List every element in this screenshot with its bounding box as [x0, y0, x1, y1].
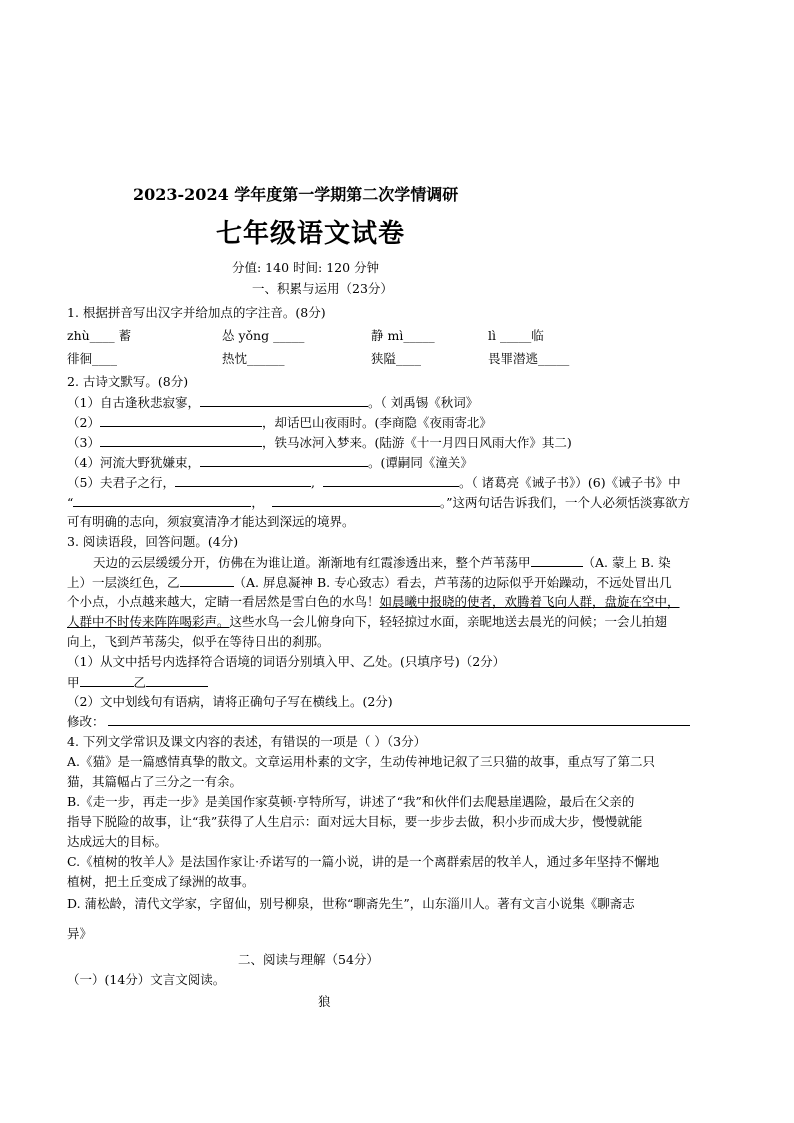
q2-line4-text: （4）河流大野犹嫌束，: [67, 455, 200, 470]
q4-option-b-line1: B.《走一步，再走一步》是美国作家莫顿·亨特所写，讲述了“我”和伙伴们去爬悬崖遇险，最后在父亲的: [67, 794, 635, 809]
q3-fix-label: 修改：: [67, 714, 105, 729]
q2-line5-text: （5）夫君子之行，: [67, 475, 175, 490]
q3-p4-text: 这些水鸟一会儿俯身向下，轻轻掠过水面，亲昵地送去晨光的问候；一会儿拍翅: [229, 614, 668, 629]
q2-line3: [67, 433, 572, 452]
q3-p1-text: 天边的云层缓缓分开，仿佛在为谁让道。渐渐地有红霞渗透出来，整个芦苇荡甲: [93, 555, 531, 570]
q2-line5: [67, 473, 681, 492]
q3-p2-options: （A. 屏息凝神 B. 专心致志）看去，芦苇荡的边际似乎开始躁动，不远处冒出几: [233, 575, 672, 590]
section1-heading: 一、积累与运用（23分）: [252, 281, 393, 296]
q2-line1: [67, 393, 478, 412]
q1-item-5[interactable]: 徘徊____: [67, 351, 118, 366]
q3-fix-answer-line[interactable]: [108, 725, 690, 726]
q3-sub1-answer: [67, 673, 208, 692]
answer-blank[interactable]: [200, 393, 368, 407]
q4-option-b-line2: 指导下脱险的故事，让“我”获得了人生启示：面对远大目标，要一步步去做，积小步而成大步，慢慢就能: [67, 814, 643, 829]
q2-line6-tail: 。”这两句话告诉我们，一个人必须恬淡寡欲方: [439, 495, 691, 510]
passage-title: 狼: [318, 994, 331, 1009]
q1-prompt: 1. 根据拼音写出汉字并给加点的字注音。(8分): [67, 305, 326, 320]
q3-passage-line5: 向上，飞到芦苇荡尖，似乎在等待日出的刹那。: [67, 634, 330, 649]
answer-blank[interactable]: [100, 433, 262, 447]
q3-sub2: （2）文中划线句有语病，请将正确句子写在横线上。(2分): [67, 694, 393, 709]
answer-blank[interactable]: [200, 453, 368, 467]
answer-blank-jia[interactable]: [531, 553, 583, 567]
q2-line2-source: ，却话巴山夜雨时。(李商隐《夜雨寄北》: [261, 415, 492, 430]
answer-blank[interactable]: [73, 493, 251, 507]
q4-option-a-line2: 猫，其篇幅占了三分之一有余。: [67, 774, 243, 789]
q2-line4-source: 。(谭嗣同《潼关》: [367, 455, 473, 470]
q3-passage-line1: [93, 553, 671, 572]
answer-blank[interactable]: [146, 673, 208, 687]
exam-meta: 分值: 140 时间: 120 分钟: [232, 260, 380, 275]
q2-line6: [67, 493, 690, 512]
q2-line5-source: 。（ 诸葛亮《诫子书》）(6)《诫子书》中: [458, 475, 681, 490]
q4-prompt: 4. 下列文学常识及课文内容的表述，有错误的一项是（ ）（3分）: [67, 734, 427, 749]
q3-underlined-sentence-end: 人群中不时传来阵阵喝彩声。: [67, 614, 230, 629]
q4-option-b-line3: 达成远大的目标。: [67, 834, 168, 849]
q4-option-d-line2: 异》: [67, 926, 93, 941]
q3-sub1: （1）从文中括号内选择符合语境的词语分别填入甲、乙处。(只填序号)（2分）: [67, 654, 506, 669]
q2-line1-text: （1）自古逢秋悲寂寥，: [67, 395, 200, 410]
q3-prompt: 3. 阅读语段，回答问题。(4分): [67, 534, 239, 549]
q3-p1-options: （A. 蒙上 B. 染: [582, 555, 671, 570]
q1-item-3[interactable]: 静 mì_____: [371, 328, 435, 343]
q2-line5-sep: ,: [310, 475, 315, 490]
q1-item-1[interactable]: zhù____ 蓄: [67, 328, 132, 343]
q3-p2-text: 上）一层淡红色，乙: [67, 575, 180, 590]
q1-item-4[interactable]: lì _____临: [488, 328, 544, 343]
q1-item-2[interactable]: 怂 yǒng _____: [222, 328, 305, 343]
answer-blank[interactable]: [80, 673, 134, 687]
q3-passage-line3: [67, 593, 680, 611]
answer-blank[interactable]: [323, 473, 459, 487]
q4-option-a-line1: A.《猫》是一篇感情真挚的散文。文章运用朴素的文字，生动传神地记叙了三只猫的故事，重点写了第二只: [67, 754, 656, 769]
q1-item-7[interactable]: 狭隘____: [371, 351, 422, 366]
q4-option-c-line2: 植树，把土丘变成了绿洲的故事。: [67, 874, 255, 889]
q3-p3-text: 个小点，小点越来越大，定睛一看居然是雪白色的水鸟！: [67, 594, 380, 609]
q3-passage-line2: [67, 573, 672, 592]
answer-blank[interactable]: [100, 413, 262, 427]
q2-line4: [67, 453, 473, 472]
q2-line2: [67, 413, 492, 432]
section2-sub: （一）(14分）文言文阅读。: [67, 972, 226, 987]
section2-heading: 二、阅读与理解（54分）: [238, 952, 379, 967]
answer-blank-yi[interactable]: [180, 573, 234, 587]
q3-passage-line4: [67, 613, 667, 631]
answer-blank[interactable]: [272, 493, 440, 507]
q3-underlined-sentence: 如晨曦中报晓的使者，欢腾着飞向人群，盘旋在空中，: [379, 594, 680, 609]
q2-prompt: 2. 古诗文默写。(8分): [67, 374, 189, 389]
q2-line1-source: 。（ 刘禹锡《秋词》: [367, 395, 479, 410]
q2-line6-sep: ，: [251, 495, 264, 510]
q4-option-d-line1: D. 蒲松龄，清代文学家，字留仙，别号柳泉，世称“聊斋先生”，山东淄川人。著有文言小说集《聊斋志: [67, 896, 635, 911]
answer-blank[interactable]: [175, 473, 311, 487]
q2-line2-text: （2）: [67, 415, 100, 430]
q2-line3-source: ，铁马冰河入梦来。(陆游《十一月四日风雨大作》其二): [261, 435, 572, 450]
q2-line6-open: “: [67, 495, 74, 510]
q1-item-8[interactable]: 畏罪潜逃_____: [488, 351, 570, 366]
exam-title-line1: 2023-2024 学年度第一学期第二次学情调研: [133, 185, 459, 204]
q1-item-6[interactable]: 热忱______: [222, 351, 285, 366]
q3-jia-label: 甲: [67, 675, 80, 690]
q2-line3-text: （3）: [67, 435, 100, 450]
q4-option-c-line1: C.《植树的牧羊人》是法国作家让·乔诺写的一篇小说，讲的是一个离群索居的牧羊人，通过多年坚持不懈地: [67, 854, 660, 869]
q2-line7: 可有明确的志向，须寂寞清净才能达到深远的境界。: [67, 514, 355, 529]
q3-yi-label: 乙: [133, 675, 147, 690]
exam-title-line2: 七年级语文试卷: [216, 219, 406, 249]
